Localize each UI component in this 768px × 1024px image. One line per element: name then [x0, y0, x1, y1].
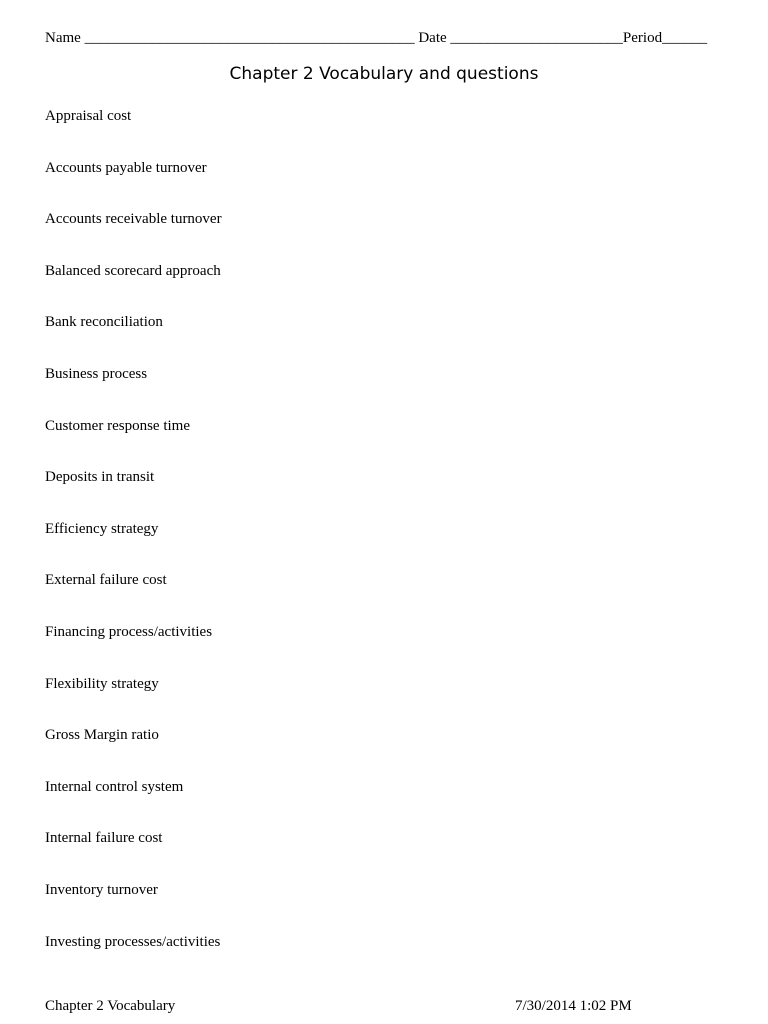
vocabulary-term: Internal failure cost [45, 830, 163, 847]
vocabulary-term: Internal control system [45, 778, 184, 795]
vocabulary-term: Business process [45, 365, 148, 382]
vocabulary-term: Financing process/activities [45, 623, 213, 640]
vocabulary-term: Accounts receivable turnover [45, 211, 222, 228]
vocabulary-term: Investing processes/activities [45, 933, 221, 950]
vocabulary-term: Flexibility strategy [45, 675, 159, 692]
vocabulary-list [45, 106, 222, 983]
vocabulary-term: Gross Margin ratio [45, 727, 159, 744]
vocabulary-term: Customer response time [45, 417, 190, 434]
vocabulary-term: Deposits in transit [45, 469, 155, 486]
date-blank: _______________________ [450, 30, 623, 46]
date-label: Date [418, 30, 447, 46]
vocabulary-term: Inventory turnover [45, 881, 158, 898]
vocabulary-term: Balanced scorecard approach [45, 262, 221, 279]
name-label: Name [45, 30, 81, 46]
vocabulary-term: Accounts payable turnover [45, 159, 207, 176]
vocabulary-term: Appraisal cost [45, 108, 132, 124]
period-blank: ______ [662, 30, 708, 46]
student-info-header [45, 28, 725, 48]
name-blank: ____________________________________________ [84, 30, 415, 46]
period-label: Period [622, 30, 663, 46]
vocabulary-term: Bank reconciliation [45, 314, 163, 331]
page-title: Chapter 2 Vocabulary and questions [229, 64, 539, 84]
vocabulary-term: External failure cost [45, 572, 167, 589]
footer-timestamp: 7/30/2014 1:02 PM [515, 998, 632, 1014]
footer-document-name: Chapter 2 Vocabulary [45, 998, 176, 1014]
vocabulary-term: Efficiency strategy [45, 520, 159, 537]
